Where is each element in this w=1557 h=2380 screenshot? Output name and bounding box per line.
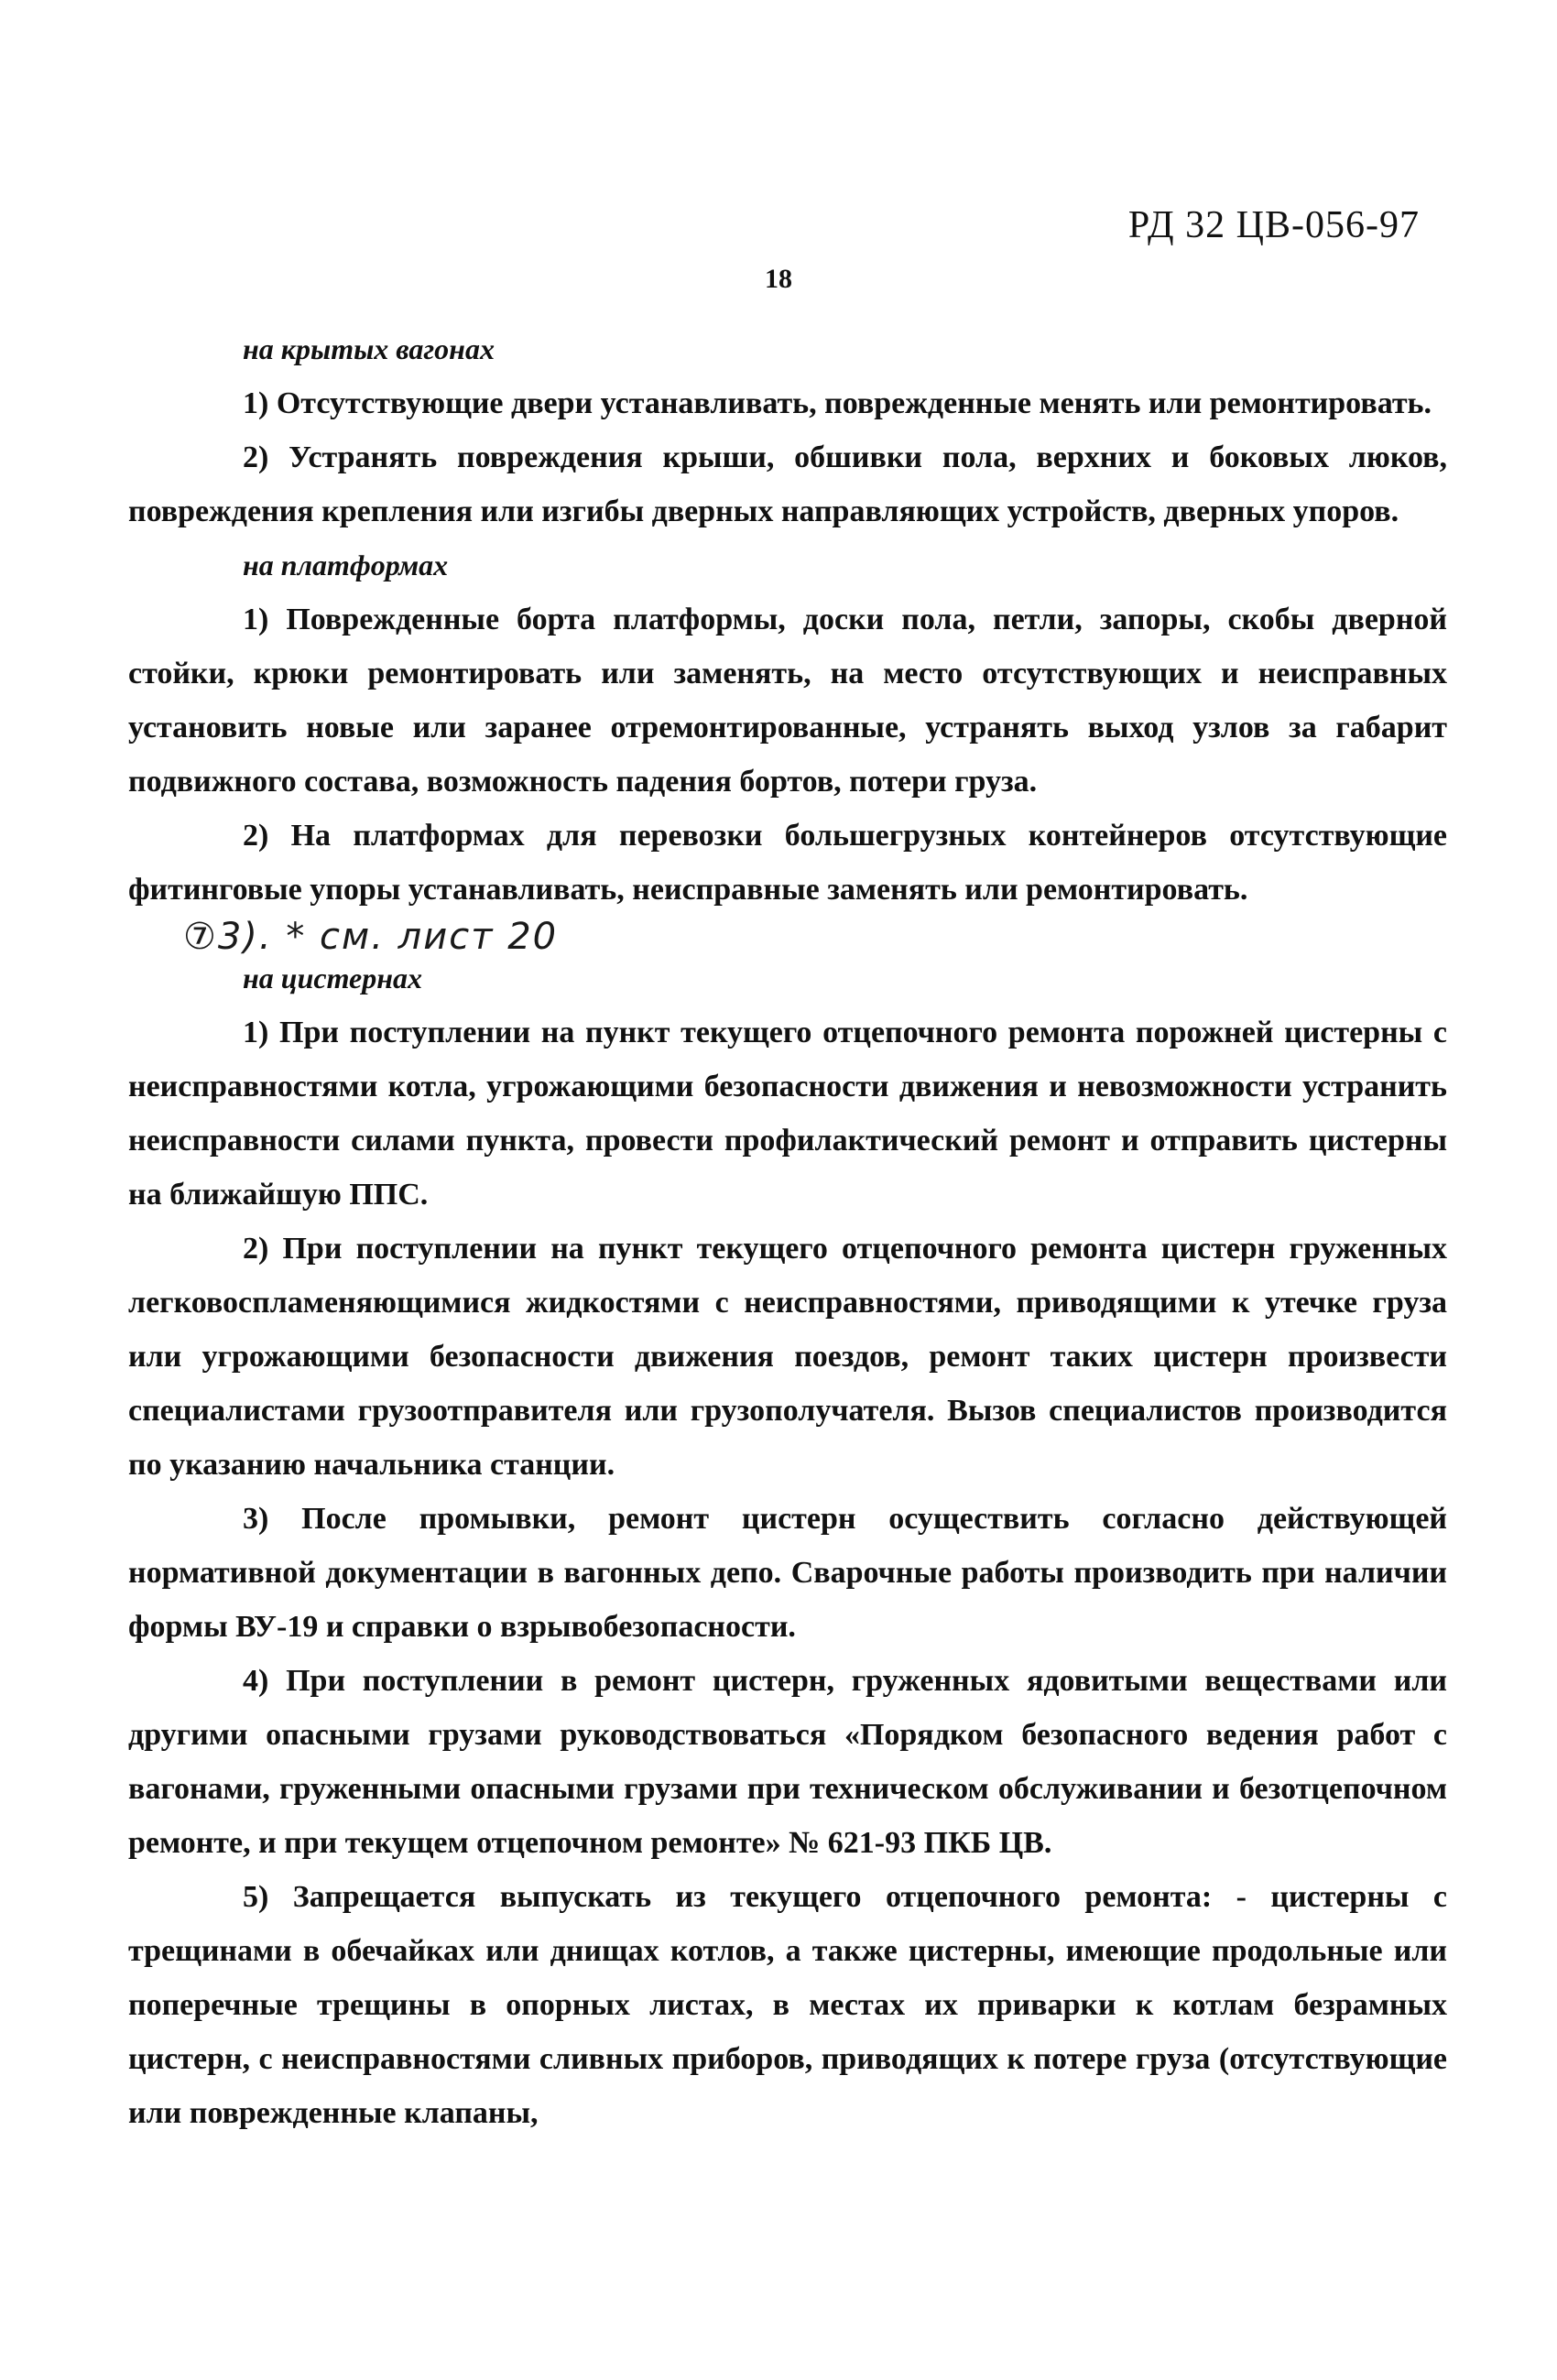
document-body [128, 322, 1447, 2140]
section-title-platforms: на платформах [243, 549, 449, 581]
paragraph: 5) Запрещается выпускать из текущего отцепочного ремонта: - цистерны с трещинами в обечайках или днищах котлов, а также цистерны, имеющие продольные или поперечные трещины в опорных листах, в местах их приварки к котлам безрамных цистерн, с неисправностями сливных приборов, приводящих к потере груза (отсутствующие или поврежденные клапаны, [128, 1880, 1447, 2130]
paragraph: 2) При поступлении на пункт текущего отцепочного ремонта цистерн груженных легковоспламеняющимися жидкостями с неисправностями, приводящими к утечке груза или угрожающими безопасности движения поездов, ремонт таких цистерн произвести специалистами грузоотправителя или грузополучателя. Вызов специалистов производится по указанию начальника станции. [128, 1232, 1447, 1482]
paragraph: 1) При поступлении на пункт текущего отцепочного ремонта порожней цистерны с неисправностями котла, угрожающими безопасности движения и невозможности устранить неисправности силами пункта, провести профилактический ремонт и отправить цистерны на ближайшую ППС. [128, 1016, 1447, 1212]
paragraph: 1) Отсутствующие двери устанавливать, поврежденные менять или ремонтировать. [243, 386, 1432, 420]
page-number: 18 [765, 264, 792, 294]
paragraph: 2) Устранять повреждения крыши, обшивки пола, верхних и боковых люков, повреждения крепления или изгибы дверных направляющих устройств, дверных упоров. [128, 440, 1447, 528]
paragraph: 3) После промывки, ремонт цистерн осуществить согласно действующей нормативной документации в вагонных депо. Сварочные работы производить при наличии формы ВУ-19 и справки о взрывобезопасности. [128, 1502, 1447, 1644]
paragraph: 1) Поврежденные борта платформы, доски пола, петли, запоры, скобы дверной стойки, крюки ремонтировать или заменять, на место отсутствующих и неисправных установить новые или заранее отремонтированные, устранять выход узлов за габарит подвижного состава, возможность падения бортов, потери груза. [128, 603, 1447, 799]
paragraph: 4) При поступлении в ремонт цистерн, груженных ядовитыми веществами или другими опасными грузами руководствоваться «Порядком безопасного ведения работ с вагонами, груженными опасными грузами при техническом обслуживании и безотцепочном ремонте, и при текущем отцепочном ремонте» № 621-93 ПКБ ЦВ. [128, 1664, 1447, 1860]
section-title-tanks: на цистернах [243, 962, 422, 994]
section-title-covered-wagons: на крытых вагонах [243, 332, 495, 365]
paragraph: 2) На платформах для перевозки большегрузных контейнеров отсутствующие фитинговые упоры устанавливать, неисправные заменять или ремонтировать. [128, 819, 1447, 907]
handwritten-note: ⑦3). * см. лист 20 [183, 916, 559, 958]
document-code: РД 32 ЦВ-056-97 [1127, 204, 1420, 246]
